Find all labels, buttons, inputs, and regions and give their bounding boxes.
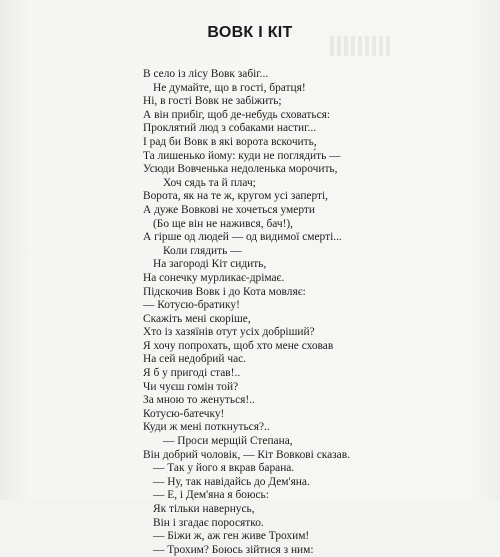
poem-body: [143, 68, 473, 557]
poem-line: Я б у пригоді став!..: [143, 367, 241, 380]
poem-line: Котусю-батечку!: [143, 407, 225, 420]
poem-line: — Е, і Дем'яна я боюсь:: [153, 489, 269, 502]
poem-line: — Трохим? Боюсь зійтися з ним:: [153, 543, 314, 556]
poem-line: А гірше од людей — од видимої смерті...: [143, 231, 342, 244]
poem-line: Та лишенько йому: куди не погляди́ть —: [143, 149, 341, 162]
poem-line: — Біжи ж, аж ген живе Трохим!: [153, 530, 310, 543]
poem-line: Ні, в гості Вовк не забіжить;: [143, 95, 282, 108]
poem-line: Підскочив Вовк і до Кота мовляє:: [143, 285, 306, 298]
poem-line: Він і згадає поросятко.: [153, 516, 264, 529]
poem-line: Проклятий люд з собаками настиг...: [143, 122, 317, 135]
poem-line: На сонечку мурликає-дрімає.: [143, 271, 285, 284]
poem-line: Хоч сядь та й плач;: [163, 176, 256, 189]
poem-line: Усюди Вовченька недоленька морочить,: [143, 163, 338, 176]
poem-line: — Так у його я вкрав барана.: [153, 462, 295, 475]
poem-line: Не думайте, що в гості, братця!: [153, 81, 306, 94]
poem-line: Хто із хазяїнів отут усіх добріший?: [143, 326, 315, 339]
poem-line: Скажіть мені скоріше,: [143, 312, 251, 325]
poem-line: А дуже Вовкові не хочеться умерти: [143, 203, 315, 216]
poem-line: — Проси мерщій Степана,: [163, 435, 293, 448]
poem-line: А він прибіг, щоб де-небудь сховаться:: [143, 108, 331, 121]
poem-line: (Бо ще він не нажився, бач!),: [153, 217, 294, 230]
poem-line: В село із лісу Вовк забіг...: [143, 68, 269, 80]
poem-line: На сей недобрий час.: [143, 353, 247, 366]
poem-title: ВОВК І КІТ: [207, 24, 293, 41]
poem-line: І рад би Вовк в які ворота вскочить,: [143, 135, 317, 148]
poem-line: Як тільки навернусь,: [153, 503, 255, 515]
poem-line: Він добрий чоловік, — Кіт Вовкові сказав.: [143, 448, 350, 461]
poem-line: Ворота, як на те ж, кругом усі заперті,: [143, 190, 329, 203]
poem-line: За мною то женуться!..: [143, 394, 255, 407]
poem-line: Чи чуєш гомін той?: [143, 380, 239, 393]
poem-line: — Котусю-братику!: [143, 299, 240, 312]
poem-line: Куди ж мені поткнуться?..: [143, 421, 270, 434]
poem-line: Коли глядить —: [163, 244, 242, 257]
poem-line: Я хочу попрохать, щоб хто мене сховав: [143, 339, 334, 352]
poem-line: На загороді Кіт сидить,: [153, 258, 267, 271]
poem-line: — Ну, так навідайсь до Дем'яна.: [153, 475, 310, 488]
